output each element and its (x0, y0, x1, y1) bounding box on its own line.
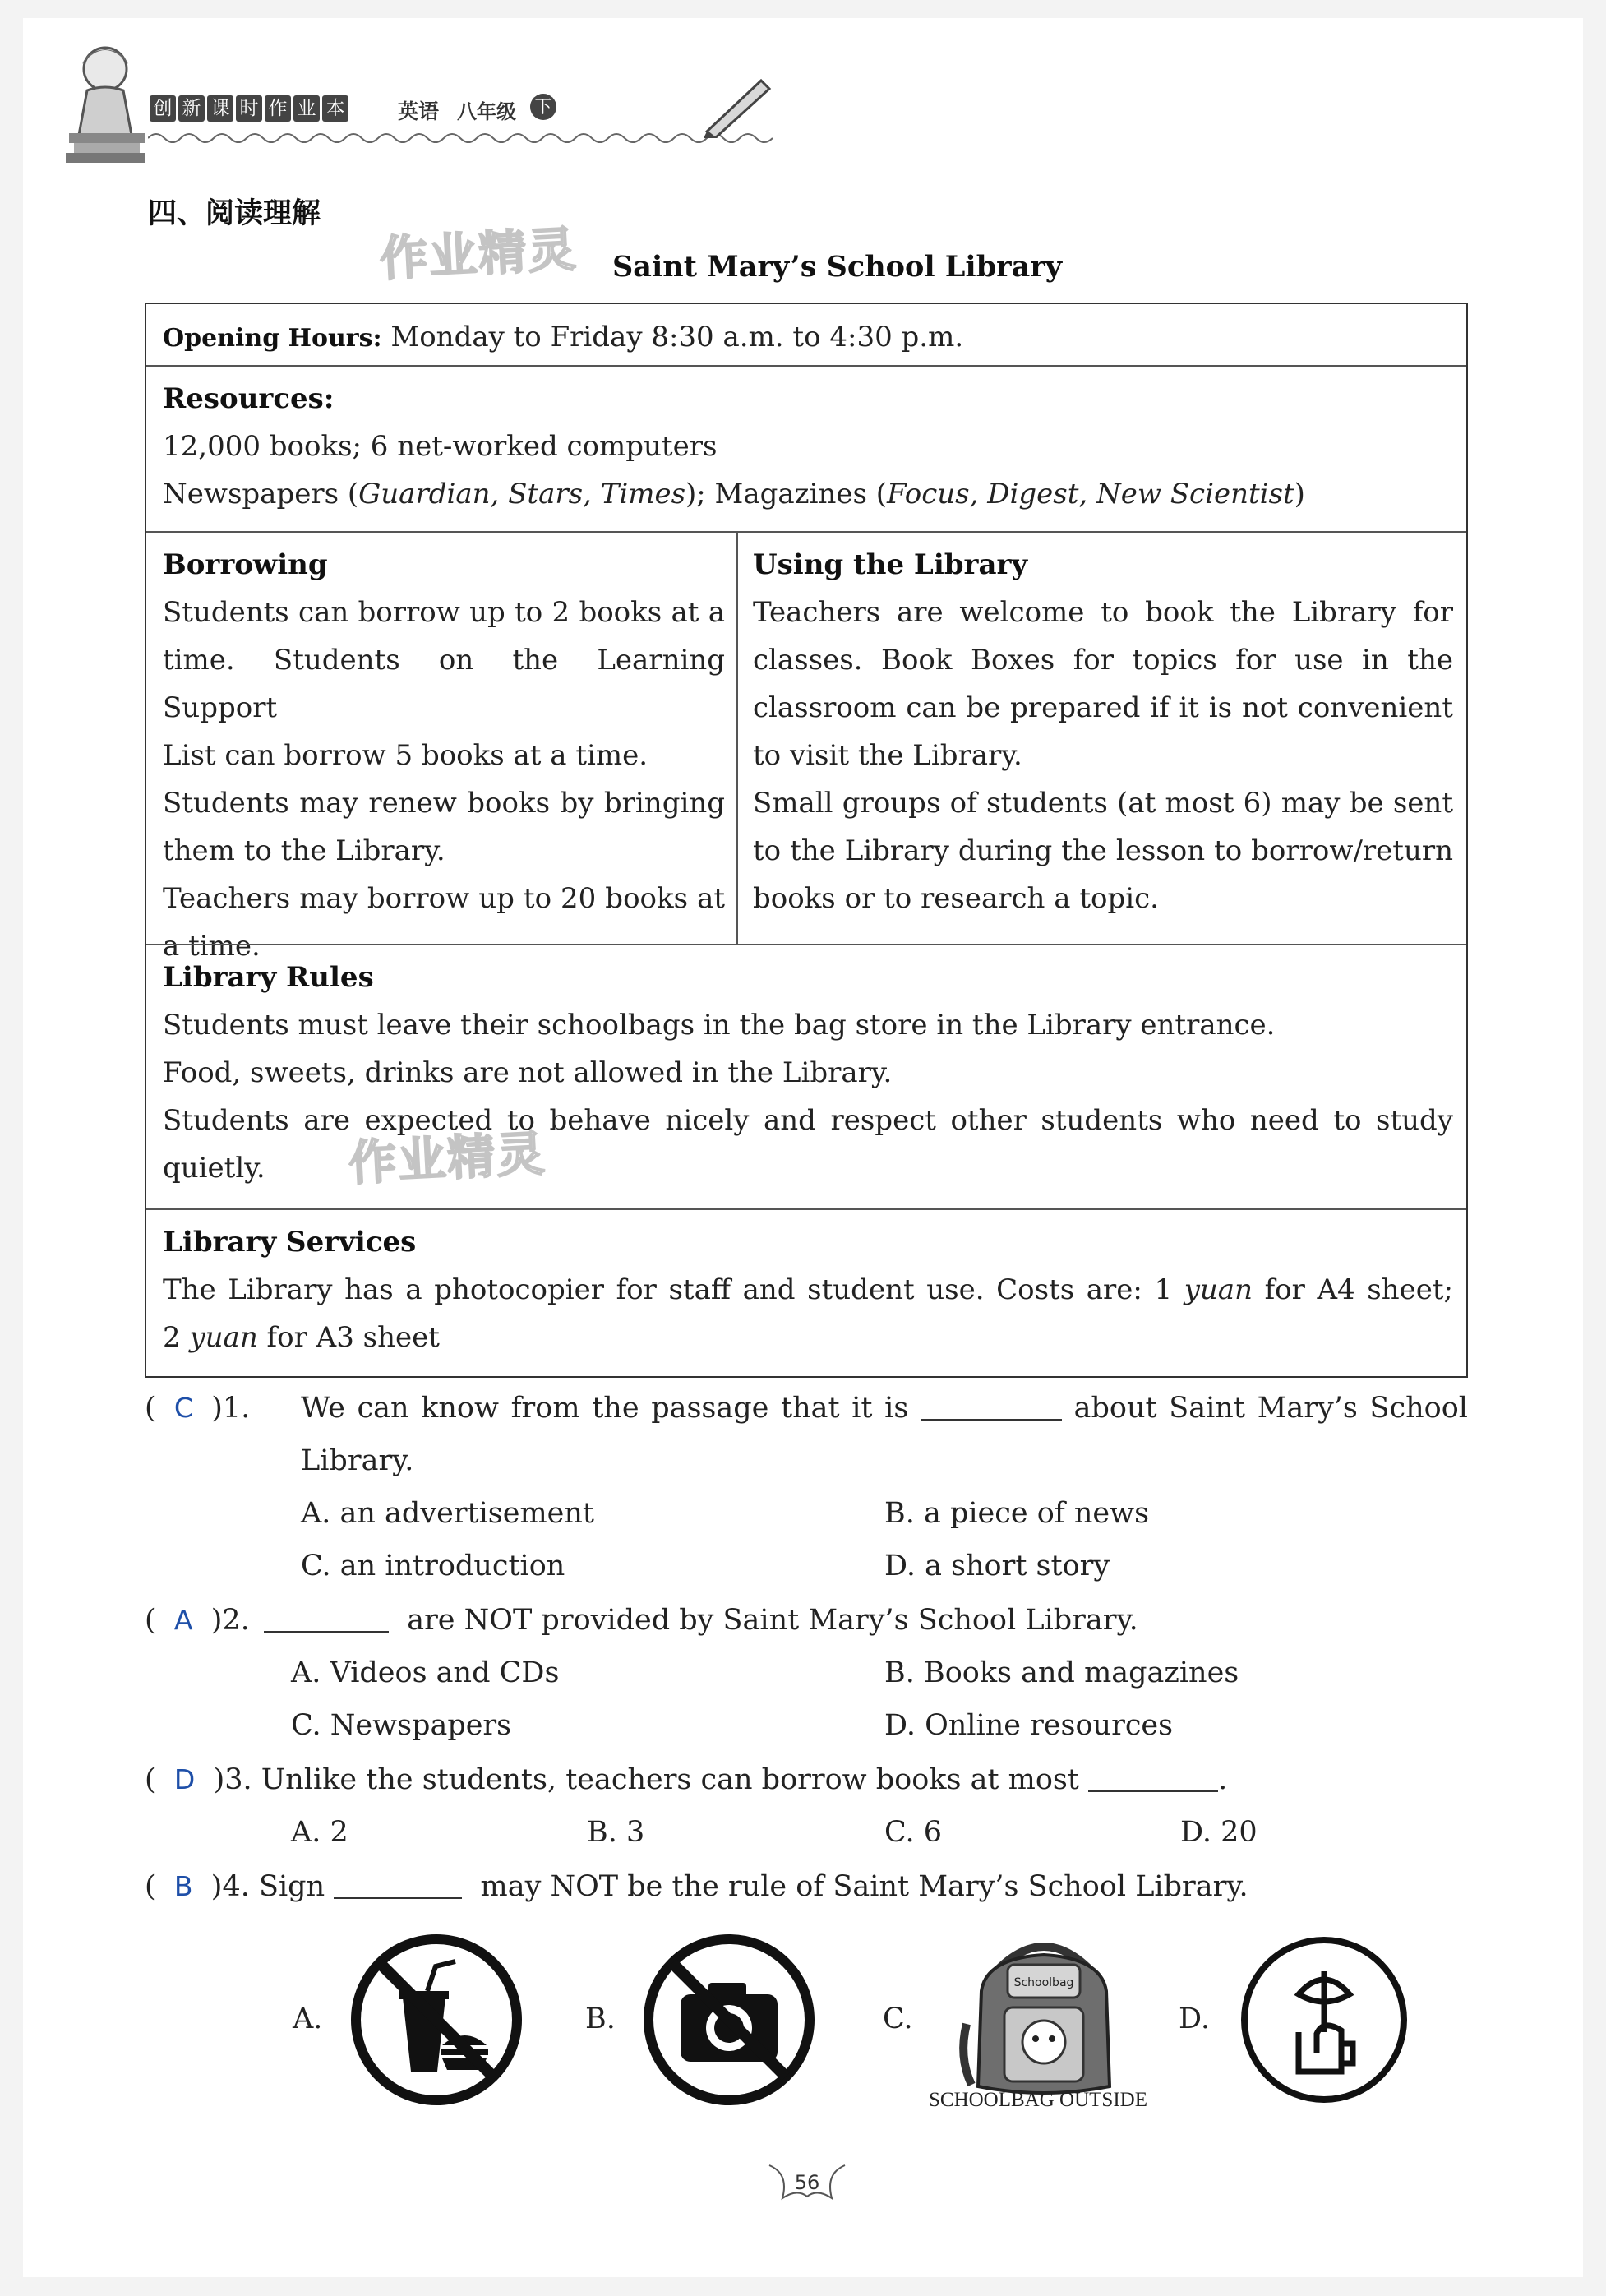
borrowing-line: them to the Library. (163, 834, 445, 867)
text-span: We can know from the passage that it is (301, 1392, 909, 1425)
opening-hours-label: Opening Hours: (163, 324, 382, 353)
sign-label: A. (293, 2003, 323, 2035)
column-divider (736, 531, 738, 944)
no-camera-sign-icon[interactable] (643, 1933, 815, 2106)
text-span: 2 (163, 1321, 190, 1354)
header-volume: 下 (530, 94, 556, 120)
text-span: Unlike the students, teachers can borrow books at most (261, 1763, 1079, 1796)
answer-2: A (173, 1604, 193, 1636)
borrowing-line: Students can borrow up to 2 books at a (163, 596, 725, 629)
header-subject: 英语 (398, 99, 440, 123)
question-1: ( C )1. (145, 1392, 251, 1425)
schoolbag-icon[interactable] (953, 1925, 1134, 2098)
answer-4: B (173, 1870, 193, 1902)
girl-reading-icon (58, 36, 156, 168)
sign-label: C. (883, 2003, 913, 2035)
services-line (163, 1266, 1453, 1314)
text-span: ) (1294, 478, 1305, 510)
borrowing-cell (163, 541, 725, 970)
option[interactable]: C. 6 (884, 1816, 943, 1849)
series-char: 时 (236, 95, 262, 122)
answer-3: D (173, 1763, 196, 1795)
resources-line: 12,000 books; 6 net-worked computers (163, 430, 718, 463)
services-cell (163, 1218, 1453, 1361)
borrowing-heading: Borrowing (163, 548, 328, 581)
using-library-line: books or to research a topic. (753, 882, 1159, 915)
text-span: about Saint Mary’s School (1073, 1392, 1468, 1425)
answer-blank[interactable] (264, 1598, 389, 1633)
series-char: 作 (265, 95, 291, 122)
section-title: 四、阅读理解 (148, 197, 321, 230)
resources-line-periodicals (163, 470, 1305, 518)
keep-quiet-sign-icon[interactable] (1238, 1933, 1410, 2106)
divider (146, 365, 1466, 367)
option[interactable]: A. Videos and CDs (291, 1656, 560, 1689)
yuan-italic: yuan (1184, 1273, 1253, 1306)
library-title: Saint Mary’s School Library (612, 250, 1063, 284)
opening-hours-row (163, 313, 963, 363)
using-library-line: Small groups of students (at most 6) may be sent (753, 787, 1453, 820)
using-library-line: classes. Book Boxes for topics for use in the (753, 644, 1453, 677)
borrowing-line: Teachers may borrow up to 20 books at (163, 882, 725, 915)
page-number: 56 (794, 2171, 820, 2194)
library-notice-table (145, 303, 1468, 1378)
option[interactable]: A. 2 (291, 1816, 348, 1849)
opening-hours-value: Monday to Friday 8:30 a.m. to 4:30 p.m. (390, 321, 964, 353)
sign-label: B. (585, 2003, 616, 2035)
question-2: ( A )2. are NOT provided by Saint Mary’s School Library. (145, 1596, 1138, 1644)
rules-line: Students must leave their schoolbags in the bag store in the Library entrance. (163, 1009, 1276, 1042)
bag-label: Schoolbag (1013, 1976, 1074, 1989)
text-span: The Library has a photocopier for staff and student use. Costs are: 1 (163, 1273, 1184, 1306)
text-span: for A3 sheet (257, 1321, 440, 1354)
sign-c-caption: SCHOOLBAG OUTSIDE (929, 2089, 1147, 2111)
newspaper-titles: Guardian, Stars, Times (358, 478, 686, 510)
borrowing-line: a time. (163, 930, 261, 963)
series-char: 业 (293, 95, 320, 122)
text-span: ); Magazines ( (685, 478, 888, 510)
text-span: for A4 sheet; (1252, 1273, 1453, 1306)
question-number: 1. (222, 1392, 251, 1425)
question-1-stem-continued: Library. (301, 1444, 414, 1477)
header-wave-divider (148, 123, 773, 153)
option[interactable]: B. 3 (587, 1816, 645, 1849)
watermark: 作业精灵 (378, 220, 579, 288)
option[interactable]: D. 20 (1180, 1816, 1258, 1849)
resources-heading: Resources: (163, 382, 335, 415)
question-1-stem (301, 1384, 1468, 1432)
text-span: . (1218, 1763, 1228, 1796)
using-library-line: Teachers are welcome to book the Library for (753, 596, 1453, 629)
no-food-drink-sign-icon[interactable] (350, 1933, 523, 2106)
option[interactable]: D. Online resources (884, 1709, 1174, 1742)
using-library-line: classroom can be prepared if it is not convenient (753, 691, 1453, 724)
yuan-italic: yuan (189, 1321, 258, 1354)
answer-1: C (173, 1392, 193, 1424)
resources-cell (163, 375, 1305, 518)
option[interactable]: B. Books and magazines (884, 1656, 1239, 1689)
borrowing-line: List can borrow 5 books at a time. (163, 739, 648, 772)
magazine-titles: Focus, Digest, New Scientist (887, 478, 1294, 510)
rules-line: Food, sweets, drinks are not allowed in the Library. (163, 1056, 893, 1089)
series-char: 创 (150, 95, 176, 122)
rules-heading: Library Rules (163, 961, 374, 994)
question-4: ( B )4. Sign may NOT be the rule of Saint Mary’s School Library. (145, 1863, 1248, 1910)
sign-label: D. (1179, 2003, 1210, 2035)
text-span: are NOT provided by Saint Mary’s School Library. (407, 1604, 1138, 1637)
divider (146, 1208, 1466, 1210)
watermark: 作业精灵 (347, 1125, 547, 1192)
question-number: 2. (222, 1604, 250, 1637)
services-heading: Library Services (163, 1226, 417, 1259)
series-char: 本 (322, 95, 348, 122)
rules-line: quietly. (163, 1152, 265, 1185)
text-span: Sign (259, 1870, 325, 1903)
using-library-line: to visit the Library. (753, 739, 1022, 772)
option[interactable]: C. Newspapers (291, 1709, 512, 1742)
borrowing-line: Students may renew books by bringing (163, 787, 725, 820)
header-grade: 八年级 (457, 100, 516, 123)
rules-line: Students are expected to behave nicely and respect other students who need to study (163, 1104, 1453, 1137)
using-library-line: to the Library during the lesson to borrow/return (753, 834, 1453, 867)
using-library-heading: Using the Library (753, 548, 1028, 581)
answer-blank[interactable] (1088, 1758, 1218, 1792)
series-logo (150, 95, 348, 122)
option[interactable]: C. an introduction (301, 1550, 565, 1582)
text-span: may NOT be the rule of Saint Mary’s School Library. (480, 1870, 1248, 1903)
using-library-cell (753, 541, 1453, 922)
borrowing-line: time. Students on the Learning Support (163, 644, 725, 724)
services-line (163, 1314, 1453, 1361)
question-number: 4. (222, 1870, 250, 1903)
text-span: Newspapers ( (163, 478, 359, 510)
question-3: ( D )3. Unlike the students, teachers can borrow books at most . (145, 1756, 1227, 1804)
option[interactable]: B. a piece of news (884, 1497, 1150, 1530)
series-char: 新 (178, 95, 205, 122)
option[interactable]: A. an advertisement (301, 1497, 594, 1530)
question-number: 3. (224, 1763, 252, 1796)
divider (146, 531, 1466, 533)
pencil-icon (699, 72, 773, 138)
option[interactable]: D. a short story (884, 1550, 1110, 1582)
answer-blank[interactable] (334, 1864, 462, 1899)
answer-blank[interactable] (921, 1386, 1062, 1421)
divider (146, 944, 1466, 945)
series-char: 课 (207, 95, 233, 122)
